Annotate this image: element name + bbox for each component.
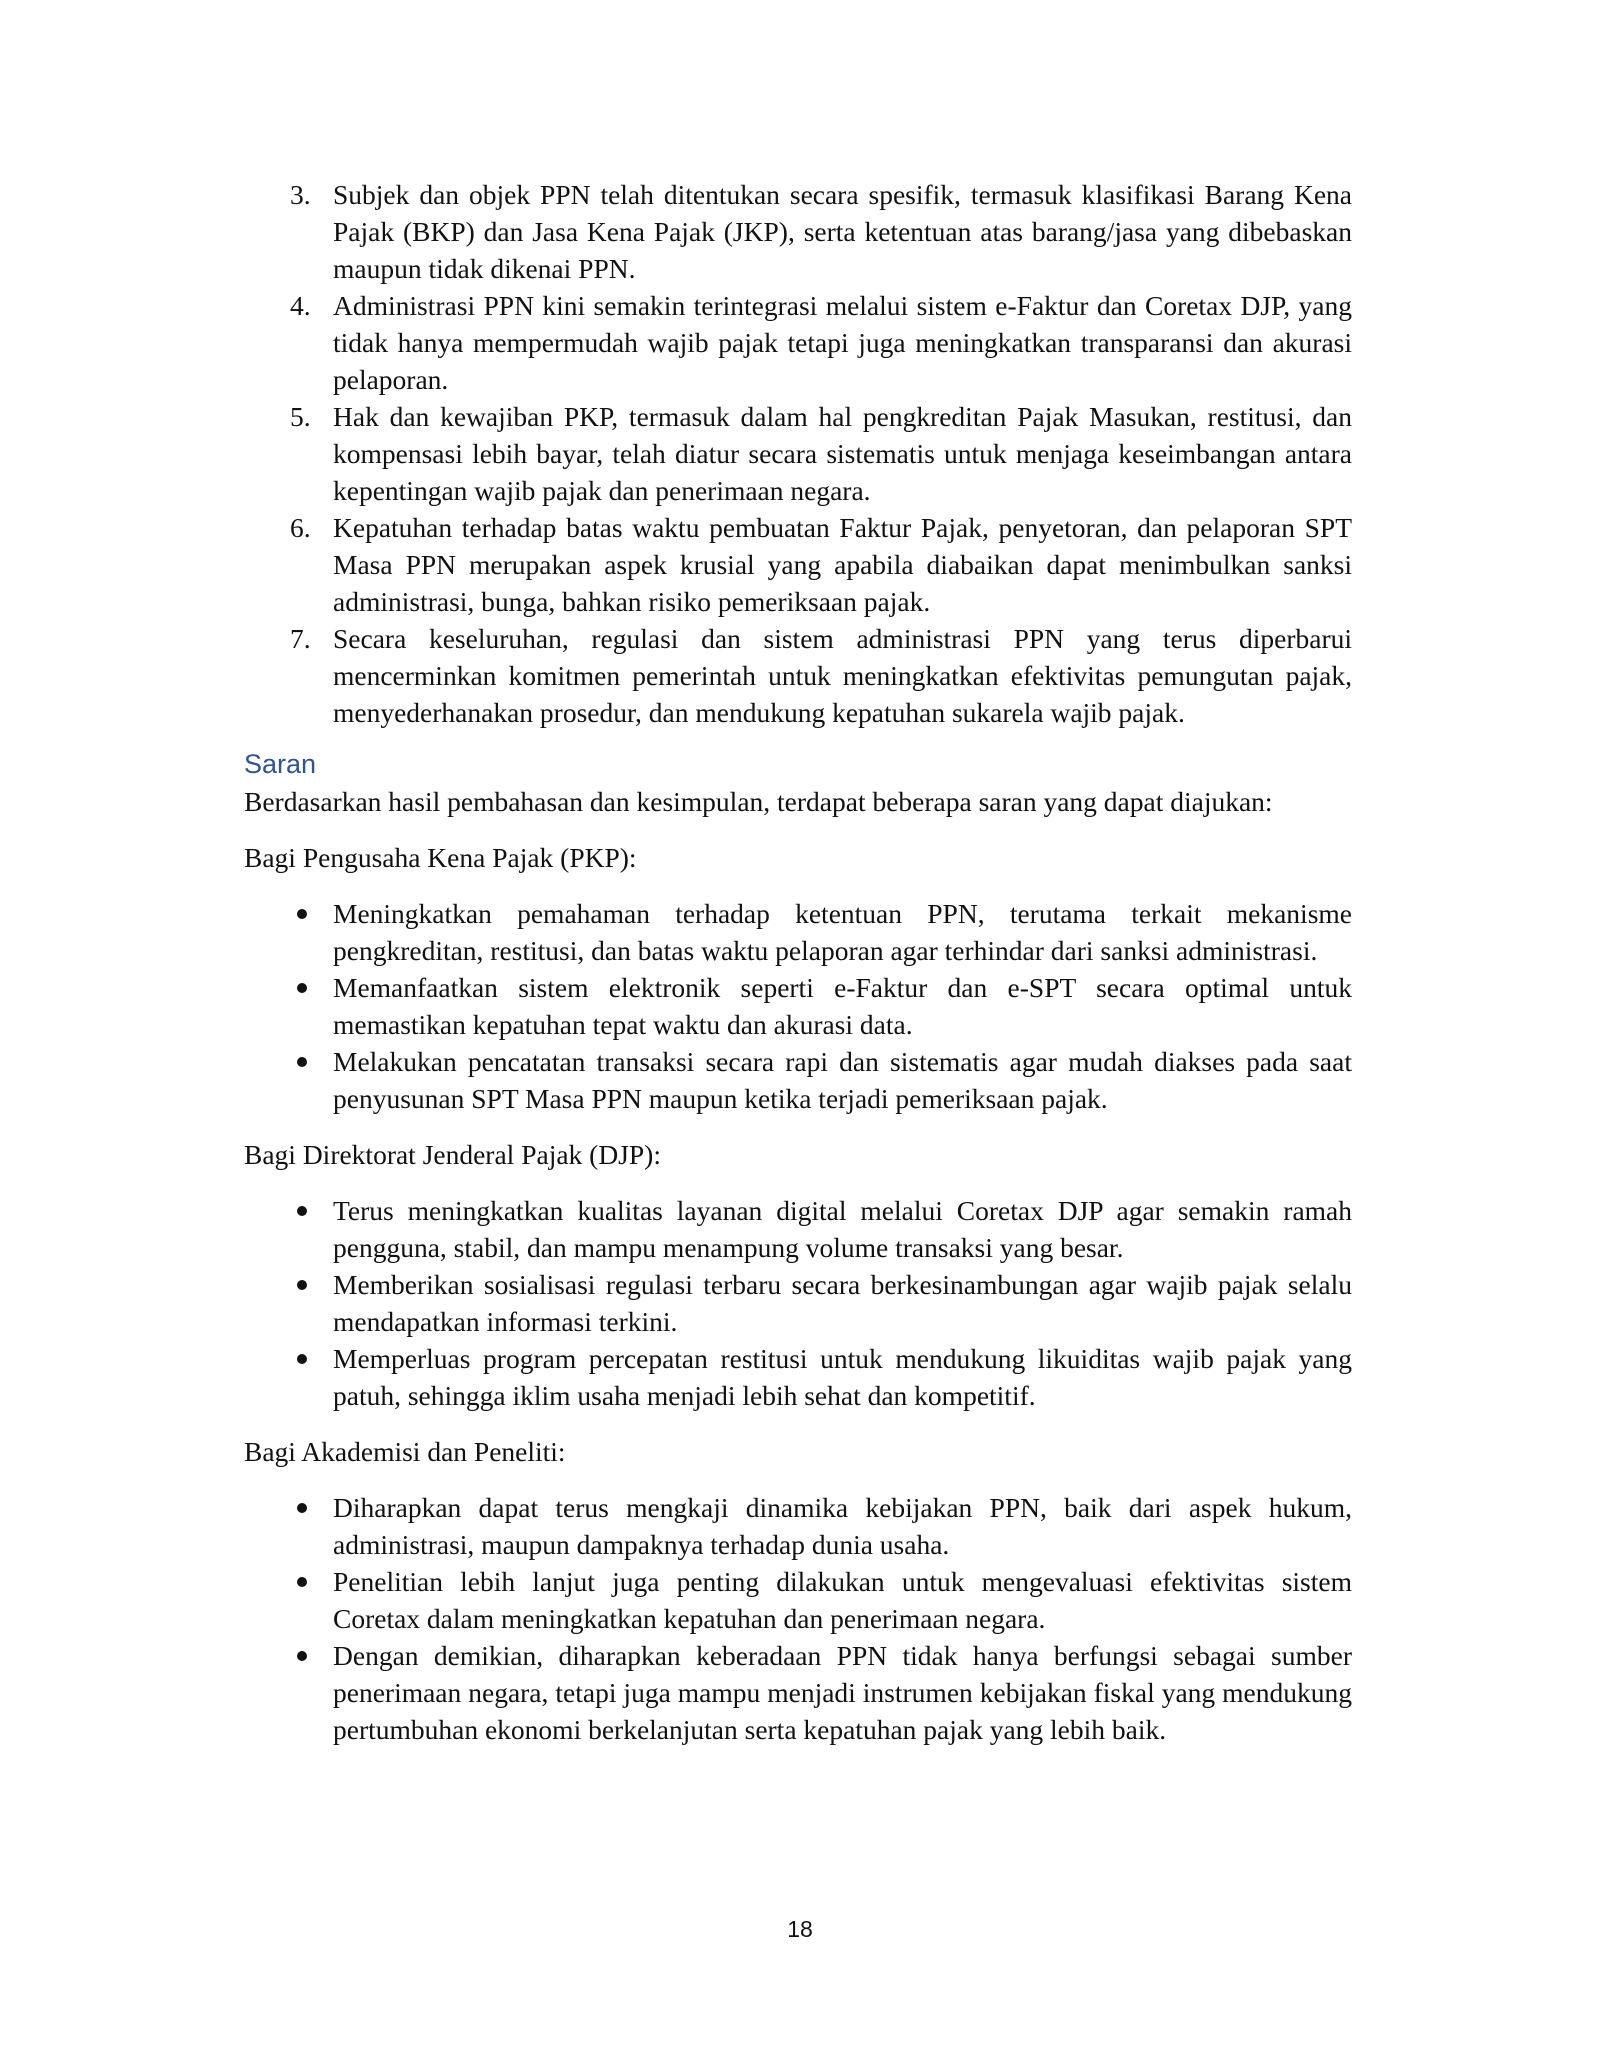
list-item [244,1489,1352,1563]
list-item-text: Penelitian lebih lanjut juga penting dilakukan untuk mengevaluasi efektivitas sistem Coretax dalam meningkatkan kepatuhan dan penerimaan negara. [333,1566,1352,1634]
list-item [244,1563,1352,1637]
bullet-icon [297,1354,307,1364]
list-item [244,176,1352,287]
list-item [244,1043,1352,1117]
bullet-icon [297,1280,307,1290]
list-item [244,895,1352,969]
list-item-text: Memperluas program percepatan restitusi untuk mendukung likuiditas wajib pajak yang patuh, sehingga iklim usaha menjadi lebih sehat dan kompetitif. [333,1343,1352,1411]
bullet-list-akademisi [244,1489,1352,1748]
list-item [244,287,1352,398]
list-item [244,1192,1352,1266]
list-item-text: Administrasi PPN kini semakin terintegrasi melalui sistem e-Faktur dan Coretax DJP, yang tidak hanya mempermudah wajib pajak tetapi juga meningkatkan transparansi dan akurasi pelaporan. [333,290,1352,395]
page-number: 18 [787,1916,813,1942]
list-item-text: Meningkatkan pemahaman terhadap ketentuan PPN, terutama terkait mekanisme pengkreditan, restitusi, dan batas waktu pelaporan agar terhindar dari sanksi administrasi. [333,898,1352,966]
bullet-icon [297,1651,307,1661]
list-item-text: Dengan demikian, diharapkan keberadaan PPN tidak hanya berfungsi sebagai sumber penerimaan negara, tetapi juga mampu menjadi instrumen kebijakan fiskal yang mendukung pertumbuhan ekonomi berkelanjutan serta kepatuhan pajak yang lebih baik. [333,1640,1352,1745]
group-title-djp: Bagi Direktorat Jenderal Pajak (DJP): [244,1139,661,1170]
list-item [244,509,1352,620]
conclusion-numbered-list [244,176,1352,731]
list-number: 4. [290,290,311,321]
list-number: 5. [290,401,311,432]
list-item-text: Diharapkan dapat terus mengkaji dinamika kebijakan PPN, baik dari aspek hukum, administrasi, maupun dampaknya terhadap dunia usaha. [333,1492,1352,1560]
bullet-icon [297,983,307,993]
page-content [244,176,1352,1767]
list-item [244,1637,1352,1748]
list-item-text: Hak dan kewajiban PKP, termasuk dalam hal pengkreditan Pajak Masukan, restitusi, dan kompensasi lebih bayar, telah diatur secara sistematis untuk menjaga keseimbangan antara kepentingan wajib pajak dan penerimaan negara. [333,401,1352,506]
bullet-list-pkp [244,895,1352,1117]
list-number: 7. [290,623,311,654]
bullet-icon [297,909,307,919]
group-title-akademisi: Bagi Akademisi dan Peneliti: [244,1436,566,1467]
bullet-icon [297,1503,307,1513]
section-heading-saran: Saran [244,749,317,779]
group-title-pkp: Bagi Pengusaha Kena Pajak (PKP): [244,842,637,873]
list-item [244,398,1352,509]
list-item-text: Subjek dan objek PPN telah ditentukan secara spesifik, termasuk klasifikasi Barang Kena Pajak (BKP) dan Jasa Kena Pajak (JKP), serta ketentuan atas barang/jasa yang dibebaskan maupun tidak dikenai PPN. [333,179,1352,284]
list-item-text: Secara keseluruhan, regulasi dan sistem administrasi PPN yang terus diperbarui mencerminkan komitmen pemerintah untuk meningkatkan efektivitas pemungutan pajak, menyederhanakan prosedur, dan mendukung kepatuhan sukarela wajib pajak. [333,623,1352,728]
bullet-list-djp [244,1192,1352,1414]
list-number: 6. [290,512,311,543]
bullet-icon [297,1206,307,1216]
list-item-text: Kepatuhan terhadap batas waktu pembuatan Faktur Pajak, penyetoran, dan pelaporan SPT Masa PPN merupakan aspek krusial yang apabila diabaikan dapat menimbulkan sanksi administrasi, bunga, bahkan risiko pemeriksaan pajak. [333,512,1352,617]
bullet-icon [297,1057,307,1067]
list-item [244,620,1352,731]
saran-intro-paragraph: Berdasarkan hasil pembahasan dan kesimpulan, terdapat beberapa saran yang dapat diajukan: [244,786,1273,817]
list-item-text: Terus meningkatkan kualitas layanan digital melalui Coretax DJP agar semakin ramah pengguna, stabil, dan mampu menampung volume transaksi yang besar. [333,1195,1352,1263]
list-item-text: Memberikan sosialisasi regulasi terbaru secara berkesinambungan agar wajib pajak selalu mendapatkan informasi terkini. [333,1269,1352,1337]
list-item [244,1340,1352,1414]
list-item [244,969,1352,1043]
list-item-text: Memanfaatkan sistem elektronik seperti e-Faktur dan e-SPT secara optimal untuk memastikan kepatuhan tepat waktu dan akurasi data. [333,972,1352,1040]
list-item [244,1266,1352,1340]
bullet-icon [297,1577,307,1587]
list-number: 3. [290,179,311,210]
list-item-text: Melakukan pencatatan transaksi secara rapi dan sistematis agar mudah diakses pada saat penyusunan SPT Masa PPN maupun ketika terjadi pemeriksaan pajak. [333,1046,1352,1114]
